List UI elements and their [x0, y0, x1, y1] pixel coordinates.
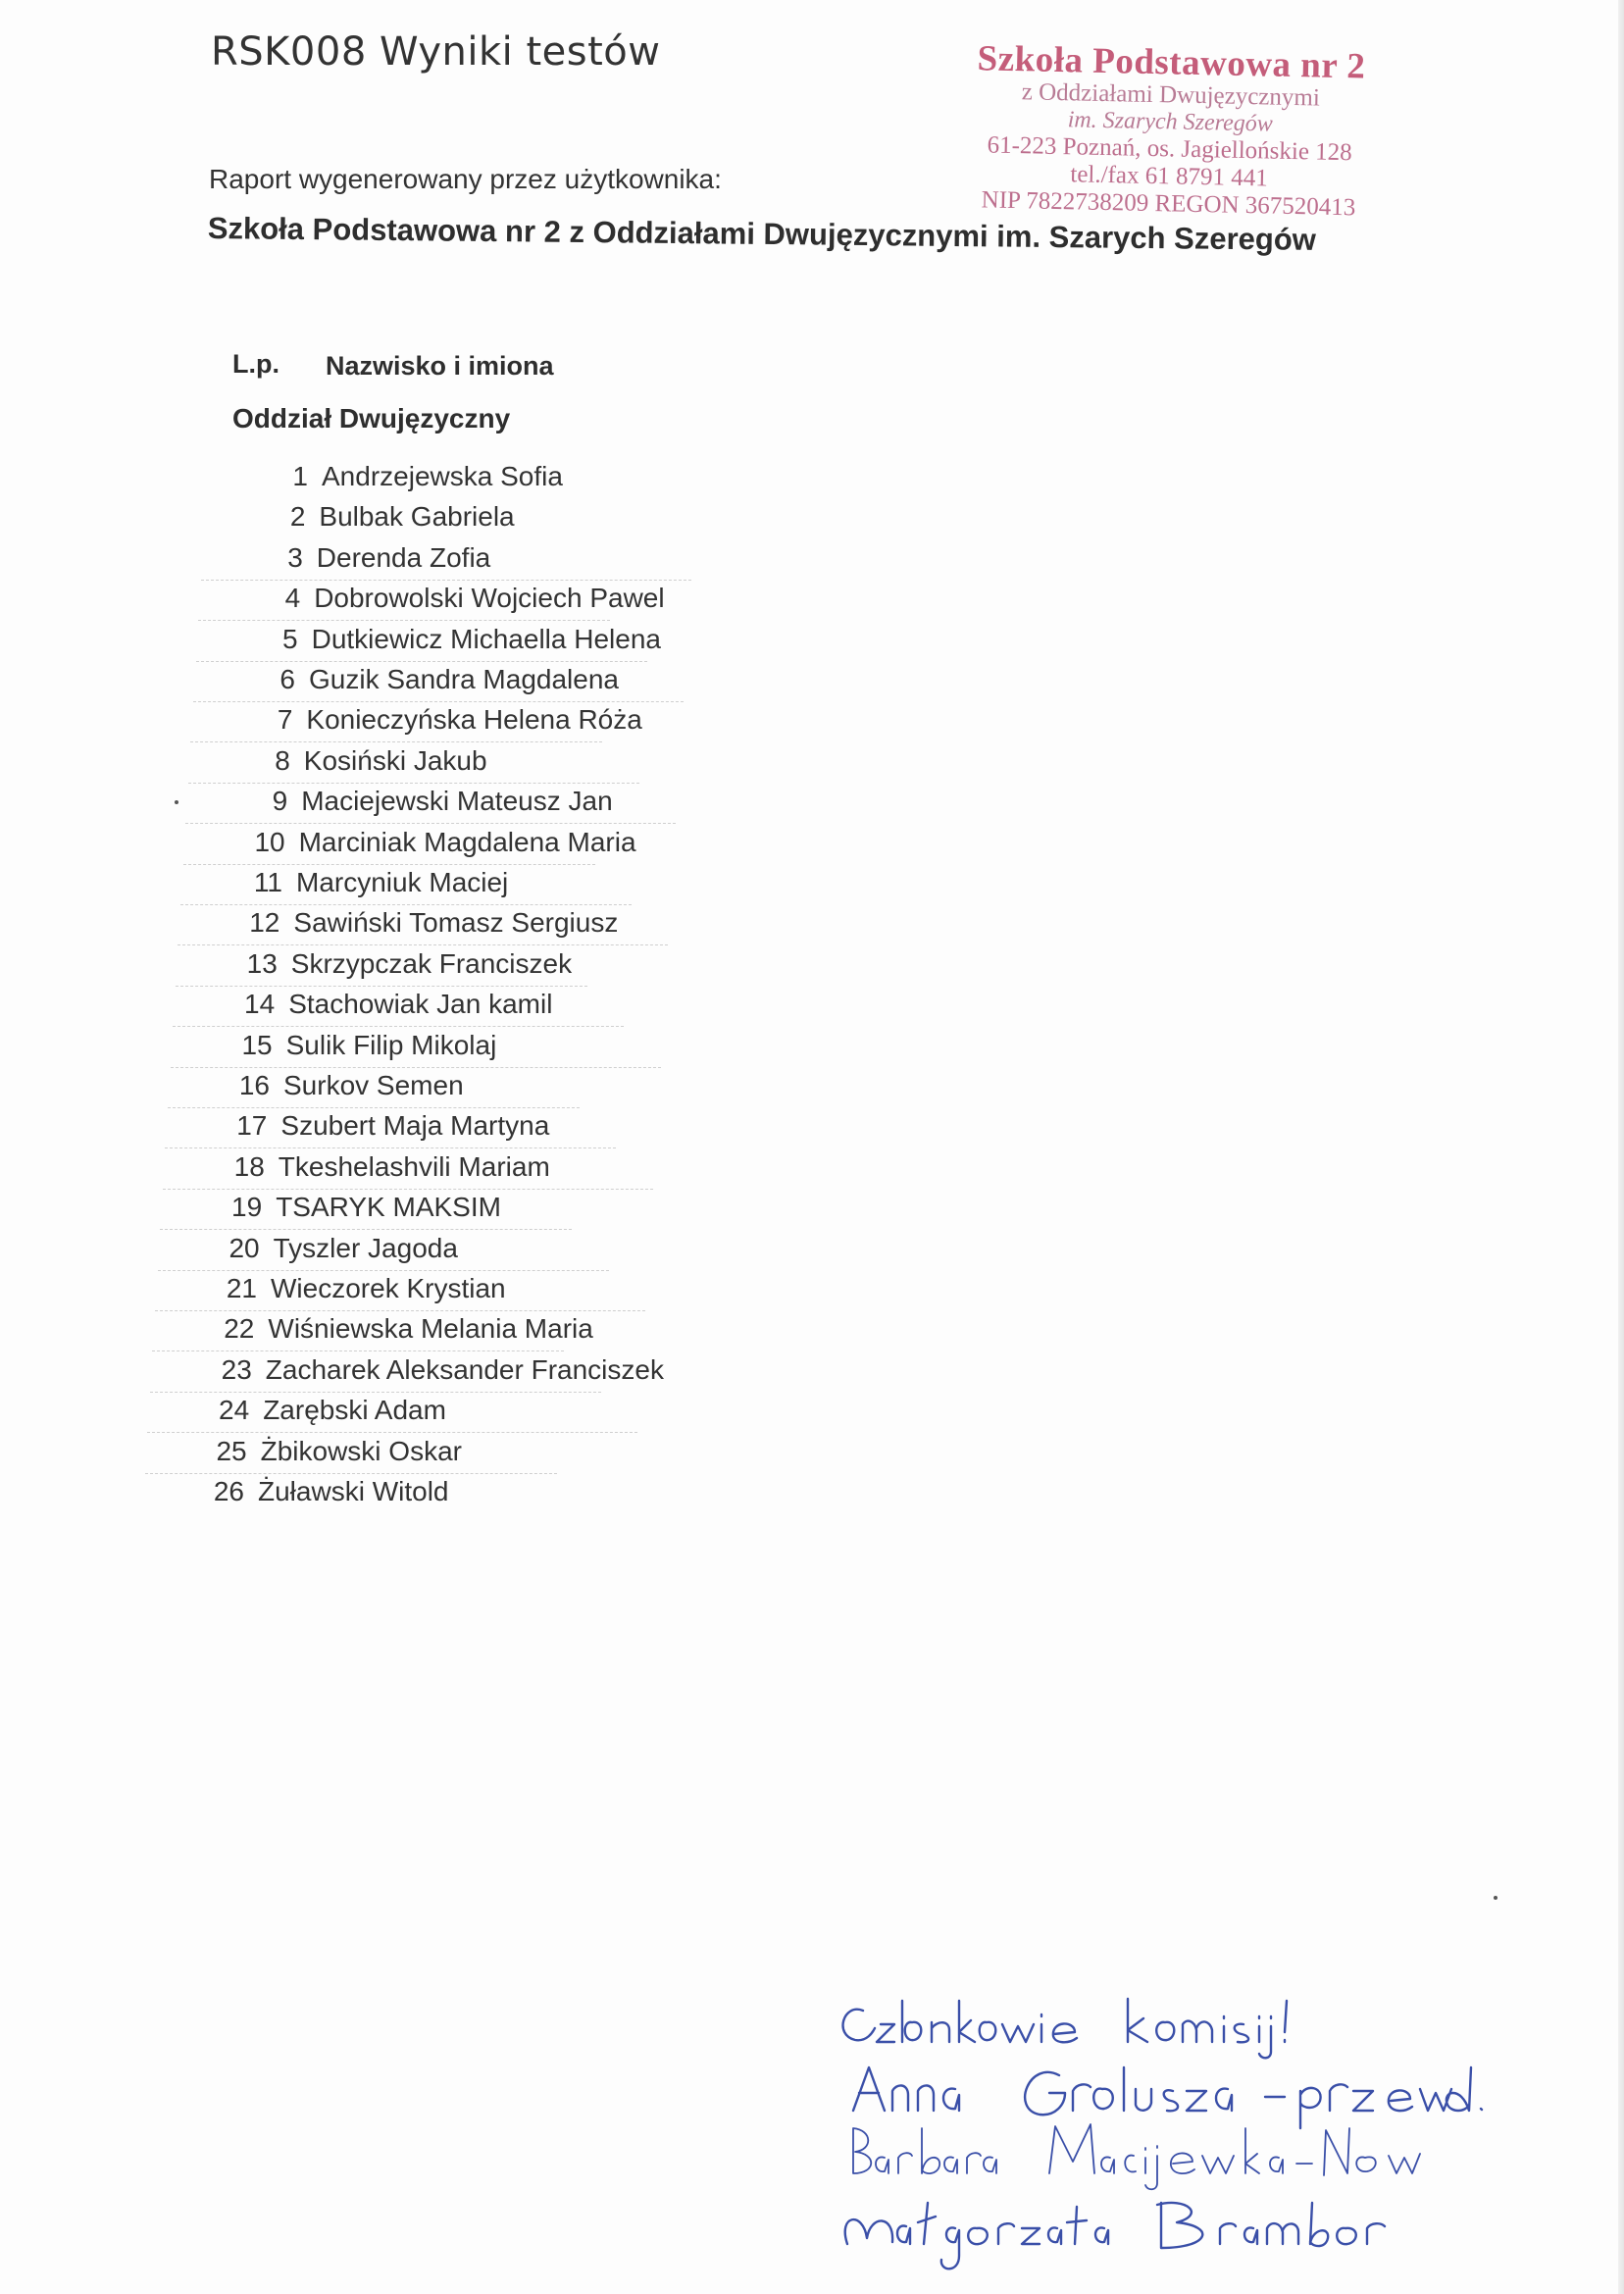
row-separator [145, 1473, 557, 1474]
scan-speck [1494, 1896, 1497, 1900]
row-separator [183, 864, 595, 865]
student-name: Żuławski Witold [258, 1476, 449, 1506]
student-name: Żbikowski Oskar [260, 1435, 462, 1466]
stamp-line-5: tel./fax 61 8791 441 [1070, 161, 1269, 192]
table-row [205, 1313, 592, 1352]
signature-stroke-line-4b [1157, 2203, 1385, 2248]
signature-stroke-line-3 [853, 2128, 996, 2173]
row-separator [190, 741, 602, 742]
table-row [246, 664, 619, 703]
table-row [216, 1151, 550, 1191]
table-row [224, 1030, 497, 1069]
table-row [211, 1233, 458, 1272]
column-header-name: Nazwisko i imiona [326, 351, 554, 381]
row-separator [185, 823, 676, 824]
student-name: Tyszler Jagoda [273, 1232, 458, 1263]
student-name: Dutkiewicz Michaella Helena [311, 623, 661, 654]
row-number: 4 [284, 583, 301, 614]
row-number: 16 [238, 1070, 270, 1100]
row-separator [158, 1270, 609, 1271]
row-separator [178, 944, 668, 945]
signature-stroke-line-4 [845, 2203, 1108, 2269]
student-name: Marciniak Magdalena Maria [298, 826, 636, 857]
row-separator [173, 1026, 624, 1027]
row-separator [163, 1189, 653, 1190]
table-row [221, 1070, 464, 1109]
scan-speck [175, 800, 178, 804]
table-row [256, 501, 514, 540]
student-name: Zarębski Adam [263, 1395, 446, 1426]
row-number: 23 [221, 1353, 252, 1385]
signature-stroke-line-2c [1265, 2067, 1482, 2128]
row-separator [171, 1067, 661, 1068]
row-number: 14 [244, 989, 276, 1020]
table-row [228, 948, 572, 988]
row-separator [160, 1229, 572, 1230]
row-number: 17 [236, 1110, 268, 1142]
student-name: Dobrowolski Wojciech Pawel [314, 583, 665, 614]
row-number: 10 [254, 826, 285, 857]
student-name: Sulik Filip Mikolaj [285, 1029, 497, 1060]
signature-stroke-line-2 [853, 2067, 959, 2111]
row-number: 18 [233, 1150, 265, 1182]
table-row [238, 786, 612, 825]
student-name: Maciejewski Mateusz Jan [301, 786, 613, 817]
student-name: Szubert Maja Martyna [280, 1110, 550, 1142]
stamp-line-3: im. Szarych Szeregów [1067, 107, 1274, 137]
student-name: Zacharek Aleksander Franciszek [265, 1353, 664, 1385]
stamp-line-1: Szkoła Podstawowa nr 2 [977, 38, 1366, 87]
row-number: 3 [287, 541, 303, 573]
student-name: Andrzejewska Sofia [322, 461, 563, 491]
row-number: 21 [226, 1273, 257, 1303]
row-separator [147, 1432, 637, 1433]
student-name: Skrzypczak Franciszek [290, 947, 573, 979]
row-number: 26 [213, 1476, 244, 1506]
row-separator [176, 986, 587, 987]
column-header-lp: L.p. [232, 349, 279, 379]
student-name: Sawiński Tomasz Sergiusz [293, 907, 619, 939]
table-row [251, 583, 664, 622]
signature-stroke-line-2b [1025, 2067, 1232, 2115]
table-row [230, 907, 618, 946]
row-separator [168, 1107, 580, 1108]
row-number: 12 [249, 907, 280, 939]
row-number: 13 [246, 947, 278, 979]
student-name: Wiśniewska Melania Maria [268, 1313, 593, 1345]
row-number: 11 [253, 867, 282, 897]
student-name: Stachowiak Jan kamil [288, 989, 553, 1020]
table-row [226, 989, 552, 1028]
row-separator [198, 620, 610, 621]
table-row [213, 1192, 501, 1231]
student-name: Wieczorek Krystian [271, 1273, 506, 1303]
group-label: Oddział Dwujęzyczny [232, 403, 511, 433]
row-number: 25 [216, 1435, 247, 1466]
row-number: 7 [277, 704, 293, 736]
row-number: 2 [289, 501, 306, 533]
table-row [218, 1110, 549, 1149]
student-name: Guzik Sandra Magdalena [309, 664, 619, 694]
row-number: 20 [228, 1232, 260, 1263]
table-row [236, 827, 636, 866]
student-name: Derenda Zofia [316, 541, 491, 573]
row-separator [150, 1392, 601, 1393]
signature-stroke-line-1 [843, 2001, 1077, 2042]
table-row [198, 1436, 462, 1475]
table-row [195, 1476, 448, 1515]
row-number: 22 [224, 1313, 255, 1345]
row-number: 8 [275, 744, 290, 776]
table-row [200, 1395, 446, 1434]
student-name: Tkeshelashvili Mariam [278, 1150, 550, 1182]
report-generated-by-label: Raport wygenerowany przez użytkownika: [209, 164, 722, 194]
row-separator [201, 580, 691, 581]
student-name: Surkov Semen [283, 1070, 464, 1100]
handwritten-signatures [834, 1981, 1500, 2275]
row-separator [155, 1310, 645, 1311]
signature-stroke-line-1b [1128, 1999, 1287, 2058]
row-number: 19 [231, 1192, 263, 1223]
table-row [243, 704, 641, 743]
signature-stroke-line-3b [1049, 2124, 1420, 2189]
school-name-heading: Szkoła Podstawowa nr 2 z Oddziałami Dwujęzycznymi im. Szarych Szeregów [207, 211, 1317, 257]
row-number: 24 [219, 1395, 250, 1426]
row-separator [193, 701, 684, 702]
document-title: RSK008 Wyniki testów [211, 29, 661, 75]
table-row [233, 867, 508, 906]
row-number: 5 [282, 623, 298, 654]
student-name: TSARYK MAKSIM [276, 1192, 501, 1223]
table-row [254, 542, 490, 582]
table-row [249, 624, 661, 663]
table-row [203, 1354, 664, 1394]
row-separator [165, 1147, 616, 1148]
row-separator [196, 661, 647, 662]
student-name: Marcyniuk Maciej [296, 867, 509, 897]
row-separator [188, 783, 639, 784]
row-number: 15 [241, 1029, 273, 1060]
stamp-line-4: 61-223 Poznań, os. Jagiellońskie 128 [987, 131, 1352, 167]
student-name: Bulbak Gabriela [319, 501, 515, 533]
stamp-line-2: z Oddziałami Dwujęzycznymi [1021, 78, 1321, 112]
row-number: 9 [272, 786, 288, 817]
table-row [241, 745, 487, 785]
student-name: Konieczyńska Helena Róża [306, 704, 642, 736]
row-separator [180, 904, 632, 905]
row-number: 6 [279, 664, 295, 694]
stamp-line-6: NIP 7822738209 REGON 367520413 [981, 186, 1356, 222]
table-row [259, 461, 563, 500]
student-name: Kosiński Jakub [303, 744, 487, 776]
row-number: 1 [292, 461, 308, 491]
table-row [208, 1273, 506, 1312]
